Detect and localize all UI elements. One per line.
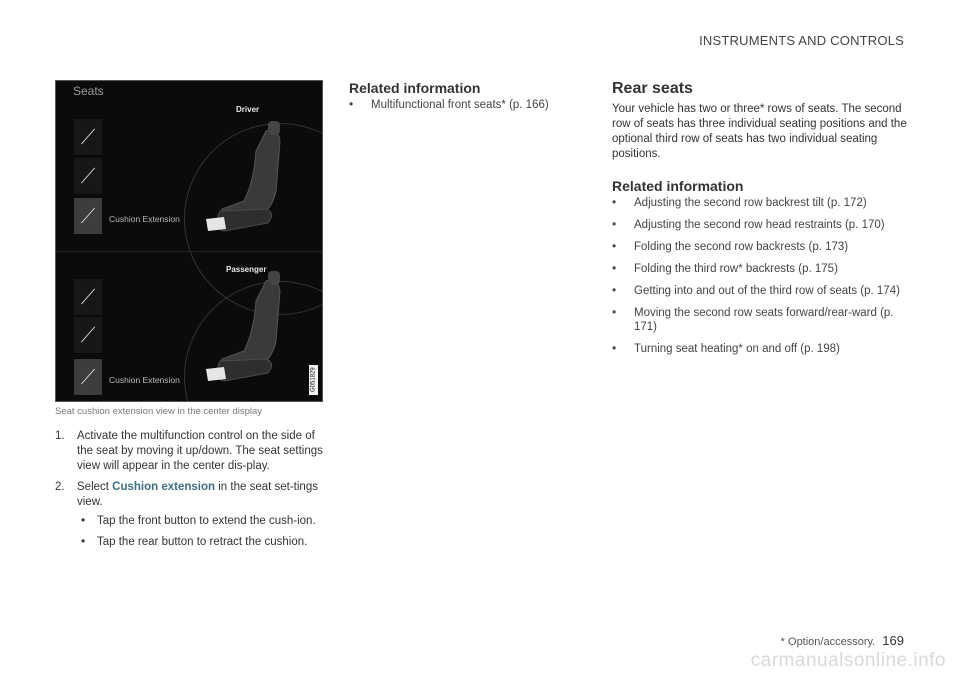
driver-seat-illustration: [196, 121, 306, 251]
passenger-cushion-extension-button: [74, 359, 102, 395]
driver-cushion-extension-label: Cushion Extension: [109, 214, 180, 224]
related-link[interactable]: • Adjusting the second row backrest tilt (p. 172): [612, 196, 912, 210]
passenger-seat-illustration: [196, 271, 306, 401]
seat-icon: ╱: [81, 208, 95, 223]
image-code: G051829: [309, 365, 318, 395]
step-number: 2.: [55, 481, 65, 493]
middle-column: [349, 80, 599, 120]
related-link[interactable]: • Adjusting the second row head restraints (p. 170): [612, 218, 912, 232]
related-link[interactable]: • Folding the third row* backrests (p. 175): [612, 262, 912, 276]
rear-seats-heading: Rear seats: [612, 80, 693, 97]
panel-divider: [56, 251, 322, 252]
step-text-pre: Select: [77, 481, 113, 493]
passenger-cushion-extension-label: Cushion Extension: [109, 375, 180, 385]
related-heading: Related information: [612, 178, 744, 194]
step-text-post: in the seat set-tings view.: [77, 481, 318, 508]
related-link[interactable]: • Multifunctional front seats* (p. 166): [349, 98, 599, 112]
center-display-figure: [55, 80, 323, 402]
driver-cushion-extension-button: [74, 198, 102, 234]
watermark: carmanualsonline.info: [750, 650, 946, 671]
related-heading: Related information: [349, 80, 481, 96]
right-column: [612, 80, 912, 364]
related-link[interactable]: • Getting into and out of the third row of seats (p. 174): [612, 284, 912, 298]
seat-icon: ╱: [81, 369, 95, 384]
driver-backrest-button: [74, 119, 102, 155]
cushion-extension-highlight: Cushion extension: [112, 481, 216, 493]
substep-retract: • Tap the rear button to retract the cushion.: [77, 535, 323, 550]
driver-label: Driver: [236, 105, 260, 114]
screen-title: Seats: [73, 84, 104, 98]
related-list: [349, 98, 599, 112]
passenger-backrest-button: [74, 279, 102, 315]
step-1: [55, 429, 323, 474]
step-2: [55, 480, 323, 550]
step-text: Activate the multifunction control on the side of the seat by moving it up/down. The seat settings view will appear in the center dis-play.: [77, 430, 323, 472]
step-number: 1.: [55, 430, 65, 442]
related-list: [612, 196, 912, 356]
left-column: [55, 80, 323, 556]
related-link[interactable]: • Turning seat heating* on and off (p. 198): [612, 342, 912, 356]
page-number: 169: [882, 633, 904, 648]
step-2-substeps: [77, 514, 323, 550]
seat-icon: ╱: [81, 168, 95, 183]
page-footer: [781, 633, 904, 648]
related-link[interactable]: • Folding the second row backrests (p. 173): [612, 240, 912, 254]
driver-panel: [56, 101, 322, 251]
seat-icon: ╱: [81, 289, 95, 304]
seat-icon: ╱: [81, 129, 95, 144]
related-link[interactable]: • Moving the second row seats forward/rear-ward (p. 171): [612, 306, 912, 334]
option-note: * Option/accessory.: [780, 636, 876, 648]
driver-cushion-button: [74, 158, 102, 194]
rear-seats-intro: Your vehicle has two or three* rows of seats. The second row of seats has three individual seating positions and the optional third row of seats has two individual seating positions.: [612, 103, 907, 160]
figure-caption: Seat cushion extension view in the center display: [55, 406, 263, 417]
running-header: INSTRUMENTS AND CONTROLS: [699, 33, 904, 48]
seat-icon: ╱: [81, 327, 95, 342]
instruction-steps: [55, 429, 323, 550]
passenger-label: Passenger: [226, 265, 267, 274]
passenger-cushion-button: [74, 317, 102, 353]
passenger-panel: [56, 259, 322, 402]
substep-extend: • Tap the front button to extend the cush-ion.: [77, 514, 323, 529]
